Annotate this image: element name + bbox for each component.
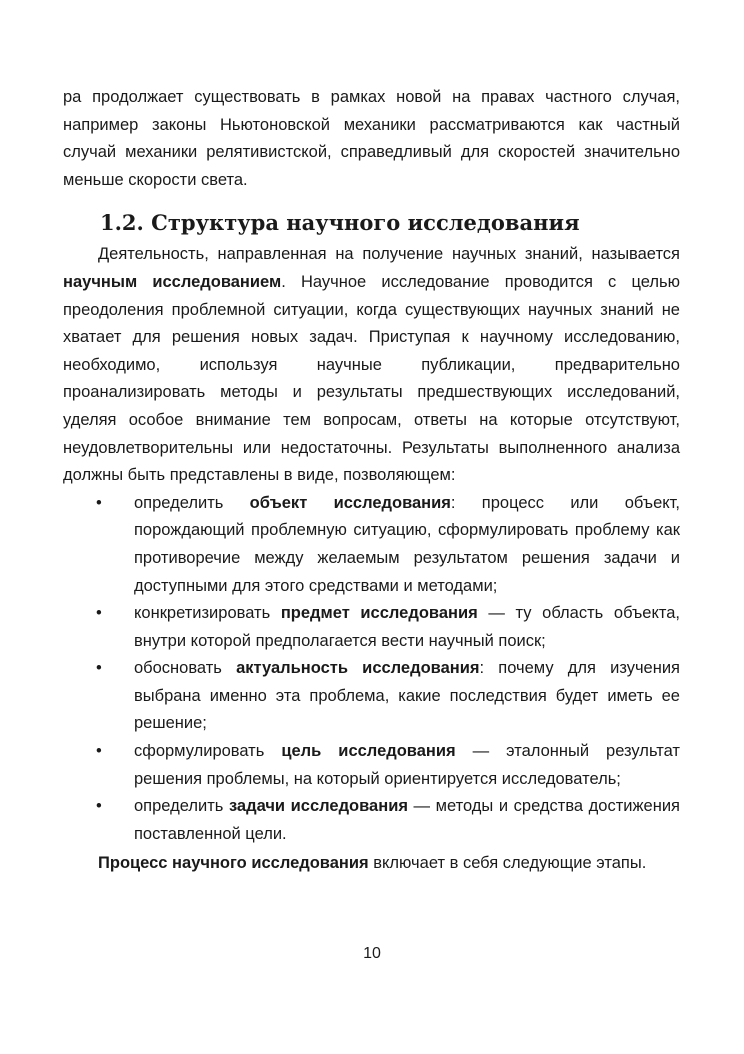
list-item-term: актуальность исследования: [236, 659, 480, 678]
page-body: [63, 84, 680, 878]
section-heading: [100, 209, 680, 237]
list-item-rest: : почему для изучения выбрана именно эта проблема, какие последствия будет иметь ее решение;: [134, 659, 680, 733]
intro-paragraph: ра продолжает существовать в рамках новой на правах частного случая, например законы Ньютоновской механики рассматриваются как частный случай механики релятивистской, справедливый для скоростей значительно меньше скорости света.: [63, 88, 680, 189]
list-item-lead: определить: [134, 797, 229, 816]
definition-paragraph: [63, 241, 680, 489]
definition-text-end: . Научное исследование проводится с целью преодоления проблемной ситуации, когда существующих научных знаний не хватает для решения новых задач. Приступая к научному исследованию, необходимо, используя научные публикации, предварительно проанализировать методы и результаты предшествующих исследований, уделяя особое внимание тем вопросам, ответы на которые отсутствуют, неудовлетворительны или недостаточны. Результаты выполненного анализа должны быть представлены в виде, позволяющем:: [63, 272, 680, 485]
list-item-term: цель исследования: [281, 742, 456, 761]
closing-text: включает в себя следующие этапы.: [368, 854, 647, 873]
list-item-lead: обосновать: [134, 659, 237, 678]
list-item-term: задачи исследования: [228, 797, 408, 816]
list-item-lead: конкретизировать: [134, 604, 281, 623]
bullet-icon: •: [96, 742, 102, 761]
section-number: 1.2.: [100, 210, 144, 236]
closing-paragraph: [63, 850, 680, 878]
list-item-rest: — эталонный результат решения проблемы, на который ориентируется исследователь;: [134, 742, 680, 788]
bullet-icon: •: [96, 493, 102, 512]
bullet-icon: •: [96, 659, 102, 678]
bullet-icon: •: [96, 604, 102, 623]
list-item-term: предмет исследования: [280, 604, 478, 623]
section-title: Структура научного исследования: [151, 210, 580, 236]
list-item-term: объект исследования: [249, 493, 451, 512]
list-item-lead: определить: [134, 493, 250, 512]
bullet-icon: •: [96, 797, 102, 816]
definition-term: научным исследованием: [63, 272, 282, 291]
list-item-rest: — ту область объекта, внутри которой предполагается вести научный поиск;: [134, 604, 681, 650]
list-item-rest: — методы и средства достижения поставленной цели.: [134, 797, 680, 843]
definition-text-start: Деятельность, направленная на получение научных знаний, называется: [98, 245, 680, 264]
list-item: [63, 738, 680, 793]
list-item: [63, 600, 680, 655]
list-item: [63, 793, 680, 848]
closing-term: Процесс научного исследования: [98, 854, 369, 873]
page-number: 10: [363, 945, 381, 962]
list-item-rest: : процесс или объект, порождающий проблемную ситуацию, сформулировать проблему как противоречие между желаемым результатом решения задачи и доступными для этого средствами и методами;: [134, 493, 680, 595]
research-steps-list: [63, 490, 680, 849]
list-item: [63, 655, 680, 738]
list-item-lead: сформулировать: [134, 742, 282, 761]
list-item: [63, 490, 680, 600]
